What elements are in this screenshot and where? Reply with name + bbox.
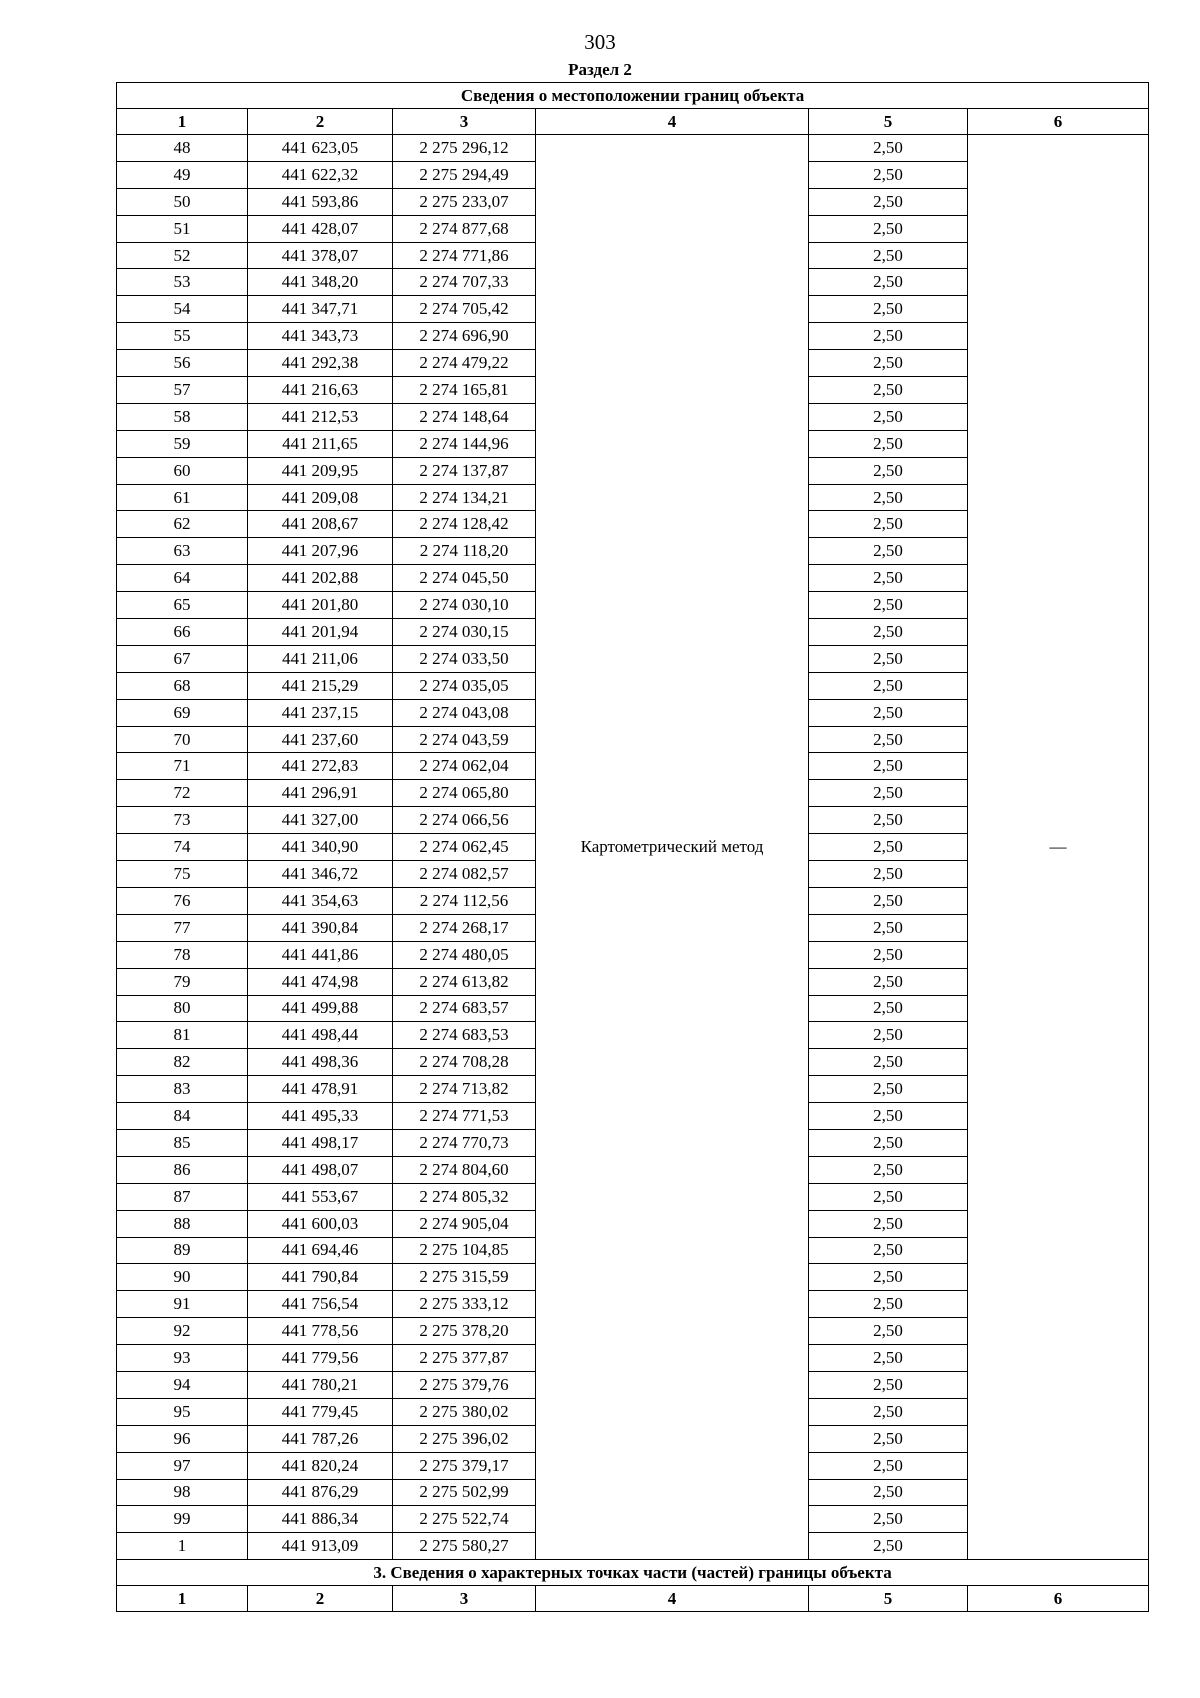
point-number-cell: 95 xyxy=(117,1398,248,1425)
y-coordinate-cell: 2 274 128,42 xyxy=(393,511,536,538)
y-coordinate-cell: 2 275 580,27 xyxy=(393,1533,536,1560)
x-coordinate-cell: 441 201,80 xyxy=(248,592,393,619)
y-coordinate-cell: 2 274 137,87 xyxy=(393,457,536,484)
x-coordinate-cell: 441 347,71 xyxy=(248,296,393,323)
table-caption: Сведения о местоположении границ объекта xyxy=(117,83,1149,109)
accuracy-cell: 2,50 xyxy=(809,1103,968,1130)
y-coordinate-cell: 2 274 045,50 xyxy=(393,565,536,592)
accuracy-cell: 2,50 xyxy=(809,1022,968,1049)
accuracy-cell: 2,50 xyxy=(809,377,968,404)
column-header: 3 xyxy=(393,1586,536,1612)
x-coordinate-cell: 441 296,91 xyxy=(248,780,393,807)
x-coordinate-cell: 441 778,56 xyxy=(248,1318,393,1345)
point-number-cell: 48 xyxy=(117,135,248,162)
accuracy-cell: 2,50 xyxy=(809,592,968,619)
point-number-cell: 50 xyxy=(117,188,248,215)
point-number-cell: 52 xyxy=(117,242,248,269)
y-coordinate-cell: 2 274 696,90 xyxy=(393,323,536,350)
x-coordinate-cell: 441 779,56 xyxy=(248,1345,393,1372)
y-coordinate-cell: 2 274 479,22 xyxy=(393,350,536,377)
y-coordinate-cell: 2 274 771,53 xyxy=(393,1103,536,1130)
point-number-cell: 58 xyxy=(117,403,248,430)
y-coordinate-cell: 2 274 033,50 xyxy=(393,645,536,672)
page-number: 303 xyxy=(584,30,616,54)
y-coordinate-cell: 2 275 380,02 xyxy=(393,1398,536,1425)
accuracy-cell: 2,50 xyxy=(809,780,968,807)
point-number-cell: 85 xyxy=(117,1129,248,1156)
accuracy-cell: 2,50 xyxy=(809,1076,968,1103)
point-number-cell: 51 xyxy=(117,215,248,242)
x-coordinate-cell: 441 346,72 xyxy=(248,861,393,888)
y-coordinate-cell: 2 274 480,05 xyxy=(393,941,536,968)
column6-cell: — xyxy=(968,135,1149,1560)
x-coordinate-cell: 441 593,86 xyxy=(248,188,393,215)
column-header: 1 xyxy=(117,1586,248,1612)
accuracy-cell: 2,50 xyxy=(809,484,968,511)
y-coordinate-cell: 2 275 377,87 xyxy=(393,1345,536,1372)
accuracy-cell: 2,50 xyxy=(809,753,968,780)
accuracy-cell: 2,50 xyxy=(809,457,968,484)
column-header: 6 xyxy=(968,1586,1149,1612)
point-number-cell: 67 xyxy=(117,645,248,672)
section3-header-row xyxy=(117,1586,1149,1612)
x-coordinate-cell: 441 498,44 xyxy=(248,1022,393,1049)
x-coordinate-cell: 441 211,65 xyxy=(248,430,393,457)
accuracy-cell: 2,50 xyxy=(809,1237,968,1264)
section3-caption-row xyxy=(117,1560,1149,1586)
y-coordinate-cell: 2 274 805,32 xyxy=(393,1183,536,1210)
y-coordinate-cell: 2 274 770,73 xyxy=(393,1129,536,1156)
point-number-cell: 93 xyxy=(117,1345,248,1372)
x-coordinate-cell: 441 211,06 xyxy=(248,645,393,672)
x-coordinate-cell: 441 390,84 xyxy=(248,914,393,941)
column-header: 2 xyxy=(248,109,393,135)
point-number-cell: 81 xyxy=(117,1022,248,1049)
y-coordinate-cell: 2 274 165,81 xyxy=(393,377,536,404)
accuracy-cell: 2,50 xyxy=(809,323,968,350)
point-number-cell: 92 xyxy=(117,1318,248,1345)
x-coordinate-cell: 441 495,33 xyxy=(248,1103,393,1130)
x-coordinate-cell: 441 207,96 xyxy=(248,538,393,565)
accuracy-cell: 2,50 xyxy=(809,269,968,296)
x-coordinate-cell: 441 498,36 xyxy=(248,1049,393,1076)
accuracy-cell: 2,50 xyxy=(809,1183,968,1210)
point-number-cell: 82 xyxy=(117,1049,248,1076)
y-coordinate-cell: 2 274 708,28 xyxy=(393,1049,536,1076)
point-number-cell: 97 xyxy=(117,1452,248,1479)
y-coordinate-cell: 2 274 148,64 xyxy=(393,403,536,430)
x-coordinate-cell: 441 237,60 xyxy=(248,726,393,753)
accuracy-cell: 2,50 xyxy=(809,242,968,269)
x-coordinate-cell: 441 600,03 xyxy=(248,1210,393,1237)
y-coordinate-cell: 2 275 379,76 xyxy=(393,1371,536,1398)
x-coordinate-cell: 441 478,91 xyxy=(248,1076,393,1103)
accuracy-cell: 2,50 xyxy=(809,430,968,457)
x-coordinate-cell: 441 340,90 xyxy=(248,834,393,861)
y-coordinate-cell: 2 274 771,86 xyxy=(393,242,536,269)
x-coordinate-cell: 441 474,98 xyxy=(248,968,393,995)
point-number-cell: 72 xyxy=(117,780,248,807)
column-header: 5 xyxy=(809,1586,968,1612)
accuracy-cell: 2,50 xyxy=(809,511,968,538)
y-coordinate-cell: 2 274 804,60 xyxy=(393,1156,536,1183)
point-number-cell: 77 xyxy=(117,914,248,941)
y-coordinate-cell: 2 274 118,20 xyxy=(393,538,536,565)
accuracy-cell: 2,50 xyxy=(809,726,968,753)
accuracy-cell: 2,50 xyxy=(809,1210,968,1237)
table-row xyxy=(117,135,1149,162)
y-coordinate-cell: 2 274 707,33 xyxy=(393,269,536,296)
point-number-cell: 80 xyxy=(117,995,248,1022)
y-coordinate-cell: 2 275 296,12 xyxy=(393,135,536,162)
column-header-row xyxy=(117,109,1149,135)
accuracy-cell: 2,50 xyxy=(809,672,968,699)
y-coordinate-cell: 2 275 502,99 xyxy=(393,1479,536,1506)
y-coordinate-cell: 2 274 144,96 xyxy=(393,430,536,457)
point-number-cell: 79 xyxy=(117,968,248,995)
point-number-cell: 62 xyxy=(117,511,248,538)
y-coordinate-cell: 2 275 378,20 xyxy=(393,1318,536,1345)
accuracy-cell: 2,50 xyxy=(809,565,968,592)
point-number-cell: 55 xyxy=(117,323,248,350)
point-number-cell: 73 xyxy=(117,807,248,834)
point-number-cell: 66 xyxy=(117,619,248,646)
point-number-cell: 57 xyxy=(117,377,248,404)
accuracy-cell: 2,50 xyxy=(809,1506,968,1533)
x-coordinate-cell: 441 623,05 xyxy=(248,135,393,162)
y-coordinate-cell: 2 274 062,04 xyxy=(393,753,536,780)
accuracy-cell: 2,50 xyxy=(809,1452,968,1479)
y-coordinate-cell: 2 274 082,57 xyxy=(393,861,536,888)
y-coordinate-cell: 2 275 333,12 xyxy=(393,1291,536,1318)
x-coordinate-cell: 441 499,88 xyxy=(248,995,393,1022)
y-coordinate-cell: 2 274 035,05 xyxy=(393,672,536,699)
x-coordinate-cell: 441 694,46 xyxy=(248,1237,393,1264)
point-number-cell: 76 xyxy=(117,887,248,914)
y-coordinate-cell: 2 274 613,82 xyxy=(393,968,536,995)
accuracy-cell: 2,50 xyxy=(809,968,968,995)
x-coordinate-cell: 441 327,00 xyxy=(248,807,393,834)
accuracy-cell: 2,50 xyxy=(809,215,968,242)
accuracy-cell: 2,50 xyxy=(809,1345,968,1372)
x-coordinate-cell: 441 779,45 xyxy=(248,1398,393,1425)
accuracy-cell: 2,50 xyxy=(809,403,968,430)
point-number-cell: 56 xyxy=(117,350,248,377)
x-coordinate-cell: 441 498,17 xyxy=(248,1129,393,1156)
point-number-cell: 70 xyxy=(117,726,248,753)
point-number-cell: 88 xyxy=(117,1210,248,1237)
y-coordinate-cell: 2 274 134,21 xyxy=(393,484,536,511)
x-coordinate-cell: 441 202,88 xyxy=(248,565,393,592)
point-number-cell: 98 xyxy=(117,1479,248,1506)
point-number-cell: 1 xyxy=(117,1533,248,1560)
x-coordinate-cell: 441 212,53 xyxy=(248,403,393,430)
point-number-cell: 96 xyxy=(117,1425,248,1452)
x-coordinate-cell: 441 756,54 xyxy=(248,1291,393,1318)
accuracy-cell: 2,50 xyxy=(809,1264,968,1291)
accuracy-cell: 2,50 xyxy=(809,1398,968,1425)
x-coordinate-cell: 441 354,63 xyxy=(248,887,393,914)
table-caption-row xyxy=(117,83,1149,109)
y-coordinate-cell: 2 274 905,04 xyxy=(393,1210,536,1237)
x-coordinate-cell: 441 292,38 xyxy=(248,350,393,377)
point-number-cell: 91 xyxy=(117,1291,248,1318)
accuracy-cell: 2,50 xyxy=(809,1479,968,1506)
point-number-cell: 83 xyxy=(117,1076,248,1103)
column-header: 3 xyxy=(393,109,536,135)
x-coordinate-cell: 441 780,21 xyxy=(248,1371,393,1398)
point-number-cell: 69 xyxy=(117,699,248,726)
section-title: Раздел 2 xyxy=(568,60,632,79)
point-number-cell: 78 xyxy=(117,941,248,968)
x-coordinate-cell: 441 209,08 xyxy=(248,484,393,511)
y-coordinate-cell: 2 274 705,42 xyxy=(393,296,536,323)
point-number-cell: 87 xyxy=(117,1183,248,1210)
y-coordinate-cell: 2 274 877,68 xyxy=(393,215,536,242)
y-coordinate-cell: 2 274 112,56 xyxy=(393,887,536,914)
point-number-cell: 54 xyxy=(117,296,248,323)
y-coordinate-cell: 2 274 030,10 xyxy=(393,592,536,619)
accuracy-cell: 2,50 xyxy=(809,538,968,565)
y-coordinate-cell: 2 274 043,59 xyxy=(393,726,536,753)
accuracy-cell: 2,50 xyxy=(809,1156,968,1183)
accuracy-cell: 2,50 xyxy=(809,135,968,162)
accuracy-cell: 2,50 xyxy=(809,887,968,914)
accuracy-cell: 2,50 xyxy=(809,914,968,941)
y-coordinate-cell: 2 275 104,85 xyxy=(393,1237,536,1264)
boundary-table xyxy=(116,82,1149,1612)
x-coordinate-cell: 441 201,94 xyxy=(248,619,393,646)
accuracy-cell: 2,50 xyxy=(809,1291,968,1318)
x-coordinate-cell: 441 348,20 xyxy=(248,269,393,296)
x-coordinate-cell: 441 498,07 xyxy=(248,1156,393,1183)
x-coordinate-cell: 441 378,07 xyxy=(248,242,393,269)
accuracy-cell: 2,50 xyxy=(809,807,968,834)
accuracy-cell: 2,50 xyxy=(809,1533,968,1560)
point-number-cell: 71 xyxy=(117,753,248,780)
point-number-cell: 49 xyxy=(117,161,248,188)
accuracy-cell: 2,50 xyxy=(809,1425,968,1452)
y-coordinate-cell: 2 274 065,80 xyxy=(393,780,536,807)
x-coordinate-cell: 441 622,32 xyxy=(248,161,393,188)
x-coordinate-cell: 441 215,29 xyxy=(248,672,393,699)
column-header: 4 xyxy=(536,109,809,135)
y-coordinate-cell: 2 274 683,53 xyxy=(393,1022,536,1049)
point-number-cell: 68 xyxy=(117,672,248,699)
accuracy-cell: 2,50 xyxy=(809,861,968,888)
point-number-cell: 60 xyxy=(117,457,248,484)
point-number-cell: 94 xyxy=(117,1371,248,1398)
point-number-cell: 74 xyxy=(117,834,248,861)
accuracy-cell: 2,50 xyxy=(809,296,968,323)
accuracy-cell: 2,50 xyxy=(809,619,968,646)
point-number-cell: 89 xyxy=(117,1237,248,1264)
y-coordinate-cell: 2 274 030,15 xyxy=(393,619,536,646)
y-coordinate-cell: 2 274 683,57 xyxy=(393,995,536,1022)
accuracy-cell: 2,50 xyxy=(809,995,968,1022)
accuracy-cell: 2,50 xyxy=(809,941,968,968)
accuracy-cell: 2,50 xyxy=(809,350,968,377)
y-coordinate-cell: 2 275 315,59 xyxy=(393,1264,536,1291)
column-header: 5 xyxy=(809,109,968,135)
y-coordinate-cell: 2 275 522,74 xyxy=(393,1506,536,1533)
x-coordinate-cell: 441 237,15 xyxy=(248,699,393,726)
accuracy-cell: 2,50 xyxy=(809,1049,968,1076)
x-coordinate-cell: 441 208,67 xyxy=(248,511,393,538)
point-number-cell: 64 xyxy=(117,565,248,592)
point-number-cell: 86 xyxy=(117,1156,248,1183)
x-coordinate-cell: 441 428,07 xyxy=(248,215,393,242)
point-number-cell: 99 xyxy=(117,1506,248,1533)
point-number-cell: 90 xyxy=(117,1264,248,1291)
point-number-cell: 65 xyxy=(117,592,248,619)
x-coordinate-cell: 441 441,86 xyxy=(248,941,393,968)
y-coordinate-cell: 2 274 713,82 xyxy=(393,1076,536,1103)
point-number-cell: 75 xyxy=(117,861,248,888)
x-coordinate-cell: 441 886,34 xyxy=(248,1506,393,1533)
x-coordinate-cell: 441 876,29 xyxy=(248,1479,393,1506)
column-header: 4 xyxy=(536,1586,809,1612)
y-coordinate-cell: 2 274 268,17 xyxy=(393,914,536,941)
y-coordinate-cell: 2 275 379,17 xyxy=(393,1452,536,1479)
x-coordinate-cell: 441 820,24 xyxy=(248,1452,393,1479)
x-coordinate-cell: 441 272,83 xyxy=(248,753,393,780)
point-number-cell: 53 xyxy=(117,269,248,296)
x-coordinate-cell: 441 343,73 xyxy=(248,323,393,350)
point-number-cell: 84 xyxy=(117,1103,248,1130)
point-number-cell: 63 xyxy=(117,538,248,565)
accuracy-cell: 2,50 xyxy=(809,834,968,861)
y-coordinate-cell: 2 275 233,07 xyxy=(393,188,536,215)
point-number-cell: 59 xyxy=(117,430,248,457)
x-coordinate-cell: 441 216,63 xyxy=(248,377,393,404)
x-coordinate-cell: 441 790,84 xyxy=(248,1264,393,1291)
section3-caption: 3. Сведения о характерных точках части (частей) границы объекта xyxy=(117,1560,1149,1586)
x-coordinate-cell: 441 553,67 xyxy=(248,1183,393,1210)
x-coordinate-cell: 441 787,26 xyxy=(248,1425,393,1452)
y-coordinate-cell: 2 275 396,02 xyxy=(393,1425,536,1452)
y-coordinate-cell: 2 274 066,56 xyxy=(393,807,536,834)
accuracy-cell: 2,50 xyxy=(809,1371,968,1398)
y-coordinate-cell: 2 275 294,49 xyxy=(393,161,536,188)
point-number-cell: 61 xyxy=(117,484,248,511)
accuracy-cell: 2,50 xyxy=(809,645,968,672)
x-coordinate-cell: 441 209,95 xyxy=(248,457,393,484)
column-header: 2 xyxy=(248,1586,393,1612)
accuracy-cell: 2,50 xyxy=(809,1318,968,1345)
method-cell: Картометрический метод xyxy=(536,135,809,1560)
x-coordinate-cell: 441 913,09 xyxy=(248,1533,393,1560)
column-header: 1 xyxy=(117,109,248,135)
accuracy-cell: 2,50 xyxy=(809,699,968,726)
y-coordinate-cell: 2 274 043,08 xyxy=(393,699,536,726)
y-coordinate-cell: 2 274 062,45 xyxy=(393,834,536,861)
accuracy-cell: 2,50 xyxy=(809,161,968,188)
accuracy-cell: 2,50 xyxy=(809,188,968,215)
column-header: 6 xyxy=(968,109,1149,135)
accuracy-cell: 2,50 xyxy=(809,1129,968,1156)
